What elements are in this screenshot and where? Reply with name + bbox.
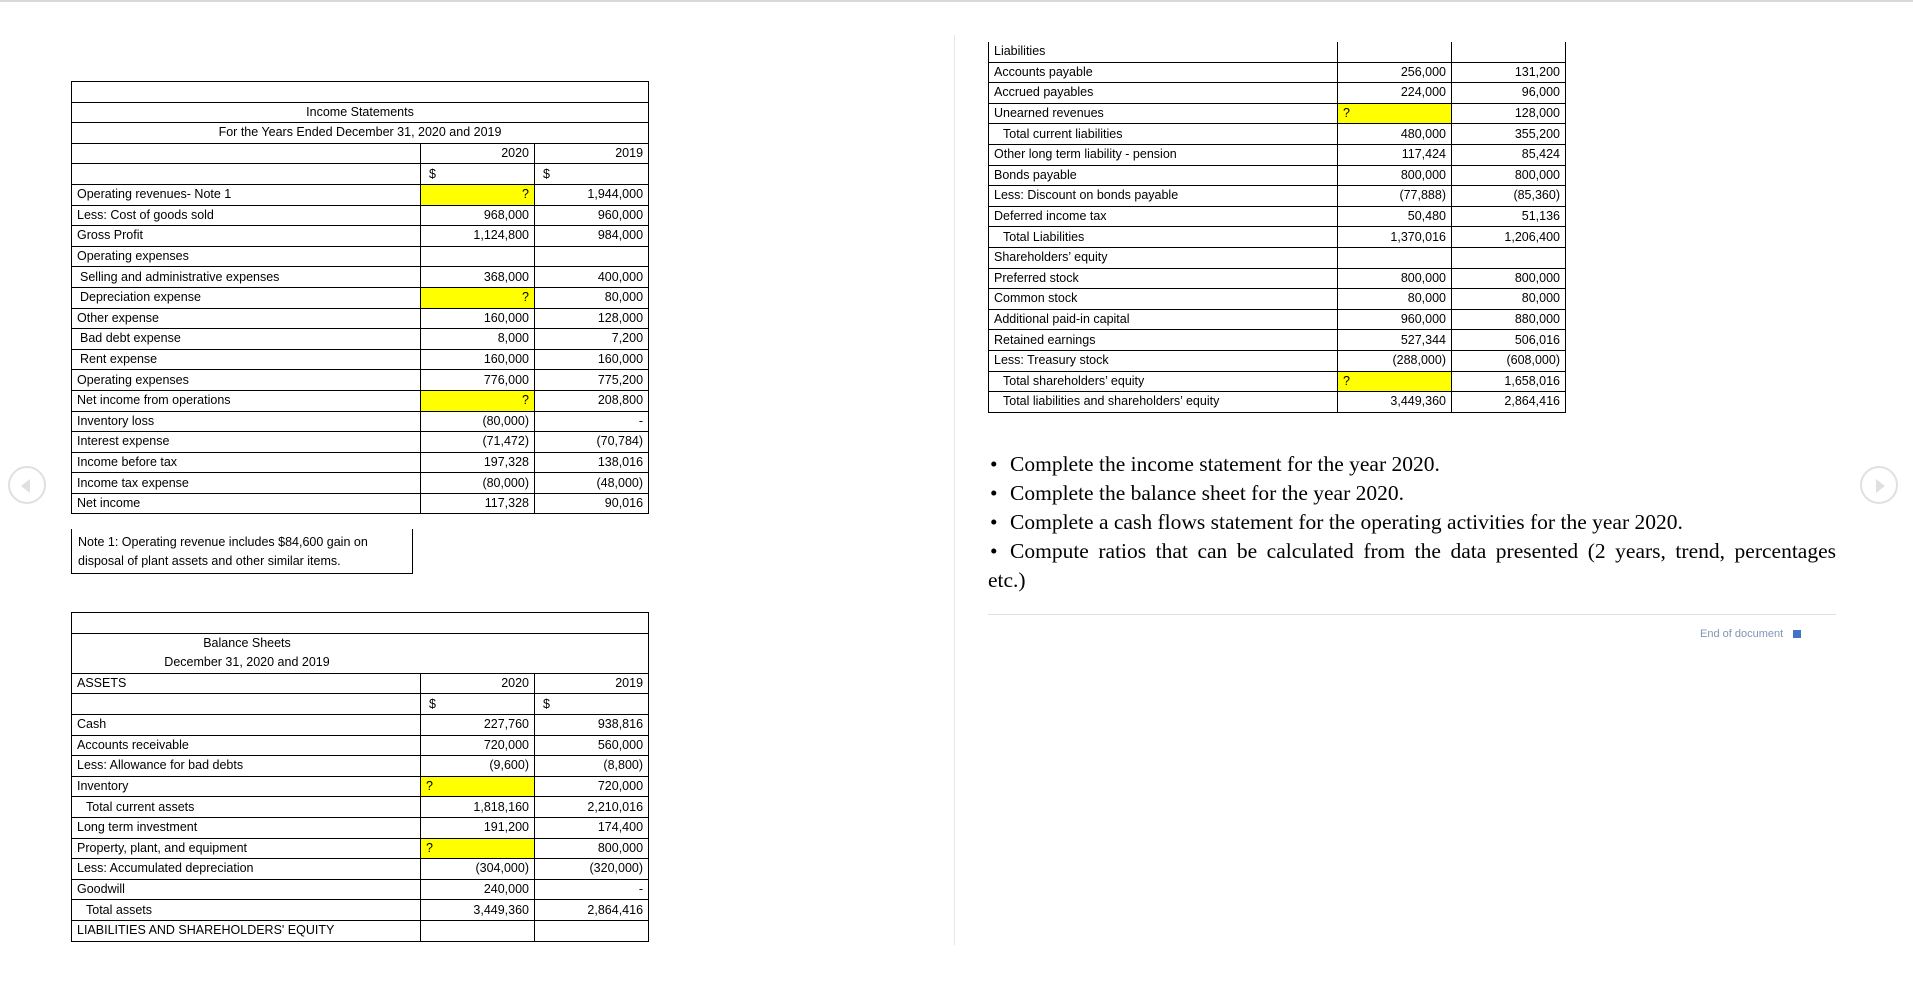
table-row: Total shareholders’ equity ? 1,658,016 — [989, 371, 1566, 392]
table-row: Less: Discount on bonds payable (77,888) (85,360) — [989, 186, 1566, 207]
missing-value-cell: ? — [421, 184, 535, 205]
table-row: Other long term liability - pension 117,424 85,424 — [989, 144, 1566, 165]
table-row: Less: Treasury stock (288,000) (608,000) — [989, 350, 1566, 371]
year-2019-header: 2019 — [535, 143, 649, 164]
table-row: Bad debt expense 8,000 7,200 — [72, 329, 649, 350]
top-border — [0, 0, 1913, 2]
income-statement-table — [71, 81, 649, 514]
table-row: Deferred income tax 50,480 51,136 — [989, 206, 1566, 227]
missing-value-cell: ? — [1338, 371, 1452, 392]
page-divider — [954, 35, 955, 945]
previous-page-button[interactable] — [8, 466, 46, 504]
table-row: Selling and administrative expenses 368,000 400,000 — [72, 267, 649, 288]
note-line-2: disposal of plant assets and other similar items. — [78, 554, 341, 568]
table-row: Total liabilities and shareholders’ equity 3,449,360 2,864,416 — [989, 392, 1566, 413]
balance-sheet-liabilities-table — [988, 42, 1566, 413]
table-row: Less: Accumulated depreciation (304,000) (320,000) — [72, 859, 649, 880]
income-statement-note — [71, 529, 413, 574]
table-row: Bonds payable 800,000 800,000 — [989, 165, 1566, 186]
table-row: Preferred stock 800,000 800,000 — [989, 268, 1566, 289]
next-page-button[interactable] — [1860, 466, 1898, 504]
table-row: Total current assets 1,818,160 2,210,016 — [72, 797, 649, 818]
table-row: Depreciation expense ? 80,000 — [72, 287, 649, 308]
table-row: Accounts receivable 720,000 560,000 — [72, 735, 649, 756]
chevron-left-icon — [21, 479, 30, 493]
currency-symbol: $ — [535, 694, 649, 715]
year-2020-header: 2020 — [421, 143, 535, 164]
table-row: Gross Profit 1,124,800 984,000 — [72, 226, 649, 247]
balance-sheet-subtitle: December 31, 2020 and 2019 — [164, 655, 330, 670]
table-row: Common stock 80,000 80,000 — [989, 289, 1566, 310]
list-item: • Compute ratios that can be calculated from the data presented (2 years, trend, percentages — [988, 537, 1836, 566]
missing-value-cell: ? — [421, 287, 535, 308]
table-row: Interest expense (71,472) (70,784) — [72, 432, 649, 453]
currency-symbol: $ — [421, 164, 535, 185]
table-row: Cash 227,760 938,816 — [72, 714, 649, 735]
table-row: Shareholders’ equity — [989, 247, 1566, 268]
missing-value-cell: ? — [421, 390, 535, 411]
table-row: Retained earnings 527,344 506,016 — [989, 330, 1566, 351]
task-list — [988, 450, 1836, 595]
table-row: Operating expenses — [72, 246, 649, 267]
missing-value-cell: ? — [1338, 103, 1452, 124]
chevron-right-icon — [1876, 479, 1885, 493]
end-of-document-marker — [1700, 628, 1801, 640]
table-row: Inventory ? 720,000 — [72, 776, 649, 797]
income-statement-title: Income Statements — [72, 102, 649, 123]
liabilities-header: Liabilities — [989, 42, 1338, 62]
missing-value-cell: ? — [421, 838, 535, 859]
list-item: • Complete a cash flows statement for the operating activities for the year 2020. — [988, 508, 1836, 537]
currency-symbol: $ — [535, 164, 649, 185]
table-row: Operating revenues- Note 1 ? 1,944,000 — [72, 184, 649, 205]
table-row: Goodwill 240,000 - — [72, 879, 649, 900]
table-row: Inventory loss (80,000) - — [72, 411, 649, 432]
table-row: Additional paid-in capital 960,000 880,000 — [989, 309, 1566, 330]
missing-value-cell: ? — [421, 776, 535, 797]
year-2019-header: 2019 — [535, 673, 649, 694]
table-row: Total Liabilities 1,370,016 1,206,400 — [989, 227, 1566, 248]
table-row: Net income from operations ? 208,800 — [72, 390, 649, 411]
end-divider — [988, 614, 1836, 615]
table-row: Less: Allowance for bad debts (9,600) (8,800) — [72, 756, 649, 777]
table-row: Income tax expense (80,000) (48,000) — [72, 473, 649, 494]
table-row: Income before tax 197,328 138,016 — [72, 452, 649, 473]
liabilities-equity-header: LIABILITIES AND SHAREHOLDERS' EQUITY — [72, 920, 421, 941]
end-of-document-label: End of document — [1700, 628, 1784, 640]
table-row: Rent expense 160,000 160,000 — [72, 349, 649, 370]
list-item-continuation: etc.) — [988, 568, 1026, 592]
table-row: Accrued payables 224,000 96,000 — [989, 83, 1566, 104]
table-row: Net income 117,328 90,016 — [72, 493, 649, 514]
balance-sheet-assets-table — [71, 612, 649, 942]
list-item: • Complete the income statement for the year 2020. — [988, 450, 1836, 479]
table-row: Accounts payable 256,000 131,200 — [989, 62, 1566, 83]
table-row: Unearned revenues ? 128,000 — [989, 103, 1566, 124]
table-row: Less: Cost of goods sold 968,000 960,000 — [72, 205, 649, 226]
assets-header: ASSETS — [72, 673, 421, 694]
blank-row — [72, 613, 649, 634]
note-line-1: Note 1: Operating revenue includes $84,600 gain on — [78, 535, 368, 549]
table-row: Property, plant, and equipment ? 800,000 — [72, 838, 649, 859]
table-row: Total assets 3,449,360 2,864,416 — [72, 900, 649, 921]
table-row: Other expense 160,000 128,000 — [72, 308, 649, 329]
year-2020-header: 2020 — [421, 673, 535, 694]
balance-sheet-title: Balance Sheets — [203, 635, 291, 650]
currency-symbol: $ — [421, 694, 535, 715]
square-icon — [1793, 630, 1801, 638]
table-row: Long term investment 191,200 174,400 — [72, 817, 649, 838]
income-statement-subtitle: For the Years Ended December 31, 2020 and 2019 — [72, 123, 649, 144]
list-item: • Complete the balance sheet for the year 2020. — [988, 479, 1836, 508]
table-row: Total current liabilities 480,000 355,200 — [989, 124, 1566, 145]
table-row: Operating expenses 776,000 775,200 — [72, 370, 649, 391]
blank-row — [72, 82, 649, 103]
